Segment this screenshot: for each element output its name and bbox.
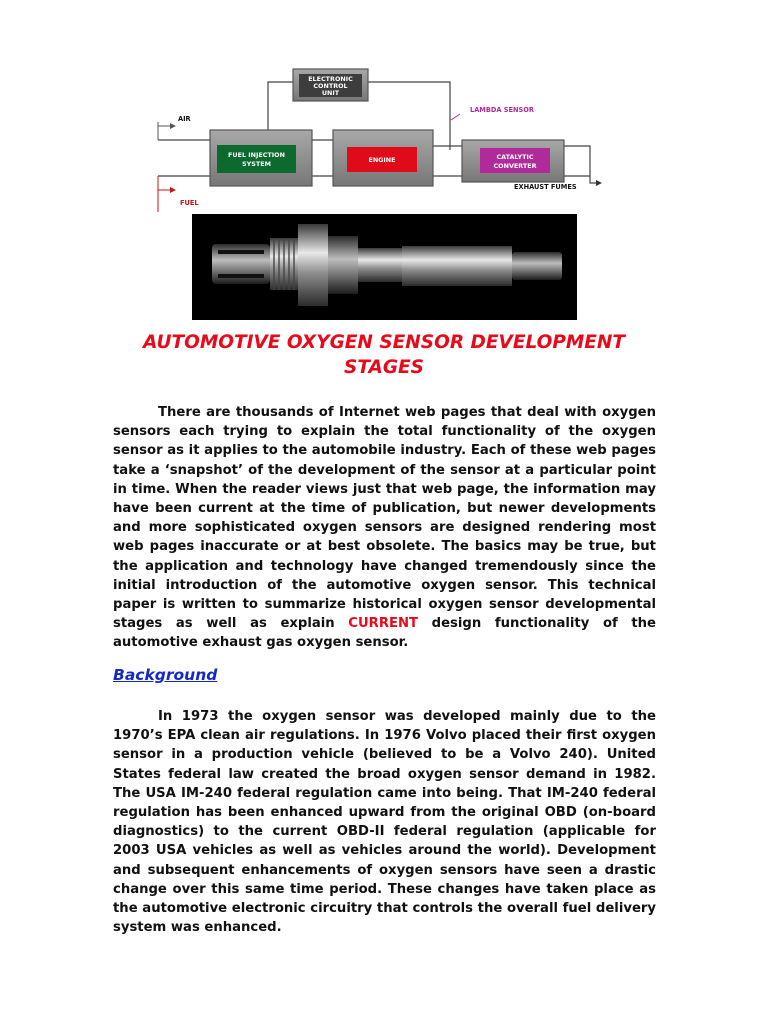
intro-paragraph bbox=[113, 403, 656, 653]
fuel-label: FUEL bbox=[180, 199, 199, 207]
catalytic-label-line1: CATALYTIC bbox=[496, 153, 534, 161]
background-paragraph: In 1973 the oxygen sensor was developed mainly due to the 1970’s EPA clean air regulations. In 1976 Volvo placed their first oxygen sensor in a production vehicle (believed to be a Volvo 240). United States federal law created the broad oxygen sensor demand in 1982. The USA IM-240 federal regulation came into being. That IM-240 federal regulation has been enhanced upward from the original OBD (on-board diagnostics) to the current OBD-II federal regulation (applicable for 2003 USA vehicles as well as vehicles around the world). Development and subsequent enhancements of oxygen sensors have seen a drastic change over this same time period. These changes have taken place as the automotive electronic circuitry that controls the overall fuel delivery system was enhanced. bbox=[113, 709, 656, 936]
air-label: AIR bbox=[178, 115, 191, 123]
engine-label: ENGINE bbox=[368, 156, 396, 164]
fuel-injection-label-line1: FUEL INJECTION bbox=[228, 151, 285, 159]
ecu-label-line3: UNIT bbox=[321, 89, 340, 97]
current-highlight: CURRENT bbox=[348, 616, 419, 632]
background-heading[interactable]: Background bbox=[113, 666, 218, 684]
intro-text: There are thousands of Internet web pages that deal with oxygen sensors each trying to explain the total functionality of the oxygen sensor as it applies to the automobile industry. Each of these web pages take a ‘snapshot’ of the development of the sensor at a particular point in time. When the reader views just that web page, the information may have been current at the time of publication, but newer developments and more sophisticated oxygen sensors are designed rendering most web pages inaccurate or at best obsolete. The basics may be true, but the application and technology have changed tremendously since the initial introduction of the automotive oxygen sensor. This technical paper is written to summarize historical oxygen sensor developmental stages as well as explain bbox=[113, 405, 656, 632]
ecu-label-line1: ELECTRONIC bbox=[308, 75, 353, 83]
ecu-label-line2: CONTROL bbox=[313, 82, 348, 90]
oxygen-sensor-icon bbox=[192, 214, 577, 320]
fuel-injection-label-line2: SYSTEM bbox=[242, 160, 271, 168]
exhaust-fumes-label: EXHAUST FUMES bbox=[514, 183, 577, 191]
system-diagram bbox=[150, 62, 610, 212]
lambda-sensor-label: LAMBDA SENSOR bbox=[470, 106, 534, 114]
catalytic-label-line2: CONVERTER bbox=[493, 162, 537, 170]
intro-text-end: design functionality of the automotive exhaust gas oxygen sensor. bbox=[113, 616, 657, 651]
page-title: AUTOMOTIVE OXYGEN SENSOR DEVELOPMENT STAGES bbox=[142, 332, 626, 378]
oxygen-sensor-photo bbox=[192, 214, 577, 320]
